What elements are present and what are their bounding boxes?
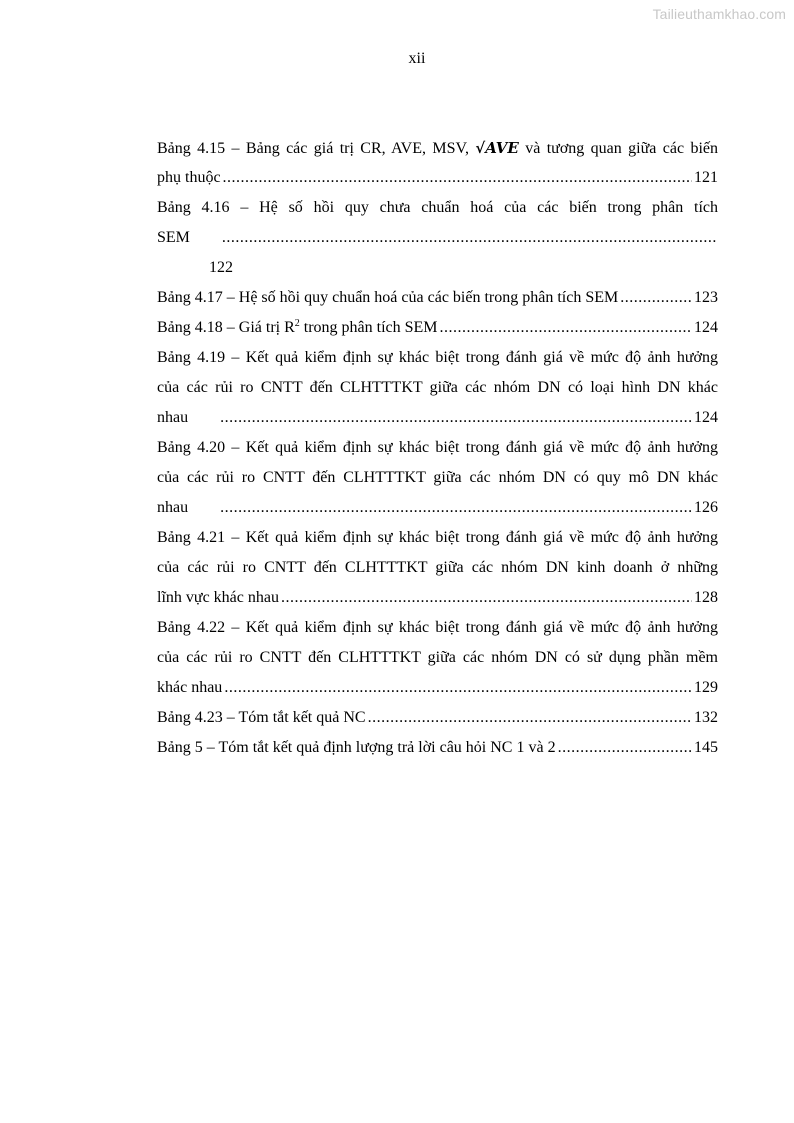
toc-page-number: 121 xyxy=(694,169,718,186)
toc-entry-4-21[interactable] xyxy=(157,523,718,613)
toc-entry-title: Bảng 5 – Tóm tắt kết quả định lượng trả lời câu hỏi NC 1 và 2 xyxy=(157,739,556,756)
toc-entry-4-22[interactable] xyxy=(157,613,718,703)
dot-leader xyxy=(222,223,716,253)
dot-leader xyxy=(224,673,692,703)
toc-entry-title-cont: phụ thuộc xyxy=(157,169,221,186)
toc-entry-title-cont: của các rủi ro CNTT đến CLHTTTKT giữa các nhóm DN có quy mô DN khác xyxy=(157,469,718,486)
dot-leader xyxy=(281,583,692,613)
dot-leader xyxy=(558,733,692,763)
toc-entry-title: Bảng 4.20 – Kết quả kiểm định sự khác biệt trong đánh giá về mức độ ảnh hưởng xyxy=(157,439,718,456)
toc-page-number: 123 xyxy=(694,289,718,306)
toc-page-number: 126 xyxy=(694,499,718,516)
dot-leader xyxy=(223,163,692,193)
toc-entry-4-15[interactable] xyxy=(157,133,718,193)
toc-page-number: 128 xyxy=(694,589,718,606)
toc-entry-title-cont: của các rủi ro CNTT đến CLHTTTKT giữa các nhóm DN có loại hình DN khác xyxy=(157,379,718,396)
toc-entry-title-cont: lĩnh vực khác nhau xyxy=(157,589,279,606)
toc-page-number: 145 xyxy=(694,739,718,756)
dot-leader xyxy=(368,703,692,733)
toc-page-number: 124 xyxy=(694,409,718,426)
toc-page-number: 122 xyxy=(209,259,233,276)
toc-entry-title: Bảng 4.17 – Hệ số hồi quy chuẩn hoá của các biến trong phân tích SEM xyxy=(157,289,619,306)
toc-entry-5[interactable] xyxy=(157,733,718,763)
toc-entry-title: Bảng 4.16 – Hệ số hồi quy chưa chuẩn hoá của các biến trong phân tích xyxy=(157,199,718,216)
toc-entry-4-20[interactable] xyxy=(157,433,718,523)
sqrt-ave-formula: √AVE xyxy=(475,139,519,157)
toc-entry-title-cont: nhau xyxy=(157,499,189,516)
toc-page-number: 132 xyxy=(694,709,718,726)
toc-entry-title-cont: của các rủi ro CNTT đến CLHTTTKT giữa các nhóm DN kinh doanh ở những xyxy=(157,559,718,576)
superscript: 2 xyxy=(294,318,300,329)
toc-entry-4-23[interactable] xyxy=(157,703,718,733)
toc-entry-4-16[interactable] xyxy=(157,193,718,283)
toc-entry-title-cont: SEM xyxy=(157,229,190,246)
dot-leader xyxy=(440,313,692,343)
table-of-tables xyxy=(157,133,718,763)
toc-entry-title: Bảng 4.23 – Tóm tắt kết quả NC xyxy=(157,709,366,726)
toc-entry-title: Bảng 4.21 – Kết quả kiểm định sự khác biệt trong đánh giá về mức độ ảnh hưởng xyxy=(157,529,718,546)
toc-entry-title-cont: của các rủi ro CNTT đến CLHTTTKT giữa các nhóm DN có sử dụng phần mềm xyxy=(157,649,718,666)
toc-entry-4-18[interactable] xyxy=(157,313,718,343)
toc-page-number: 124 xyxy=(694,319,718,336)
dot-leader xyxy=(620,283,692,313)
page-number: xii xyxy=(408,50,426,67)
toc-entry-4-19[interactable] xyxy=(157,343,718,433)
toc-entry-title-cont: khác nhau xyxy=(157,679,223,696)
toc-entry-title: Bảng 4.19 – Kết quả kiểm định sự khác biệt trong đánh giá về mức độ ảnh hưởng xyxy=(157,349,718,366)
toc-entry-4-17[interactable] xyxy=(157,283,718,313)
toc-entry-title: Bảng 4.15 – Bảng các giá trị CR, AVE, MSV, √AVE và tương quan giữa các biến xyxy=(157,139,718,157)
toc-page-number: 129 xyxy=(694,679,718,696)
toc-entry-title: Bảng 4.22 – Kết quả kiểm định sự khác biệt trong đánh giá về mức độ ảnh hưởng xyxy=(157,619,718,636)
toc-entry-title-cont: nhau xyxy=(157,409,189,426)
dot-leader xyxy=(220,403,692,433)
dot-leader xyxy=(220,493,692,523)
toc-entry-title: Bảng 4.18 – Giá trị $R^2$ trong phân tích SEM xyxy=(157,318,438,336)
watermark: Tailieuthamkhao.com xyxy=(652,6,786,22)
